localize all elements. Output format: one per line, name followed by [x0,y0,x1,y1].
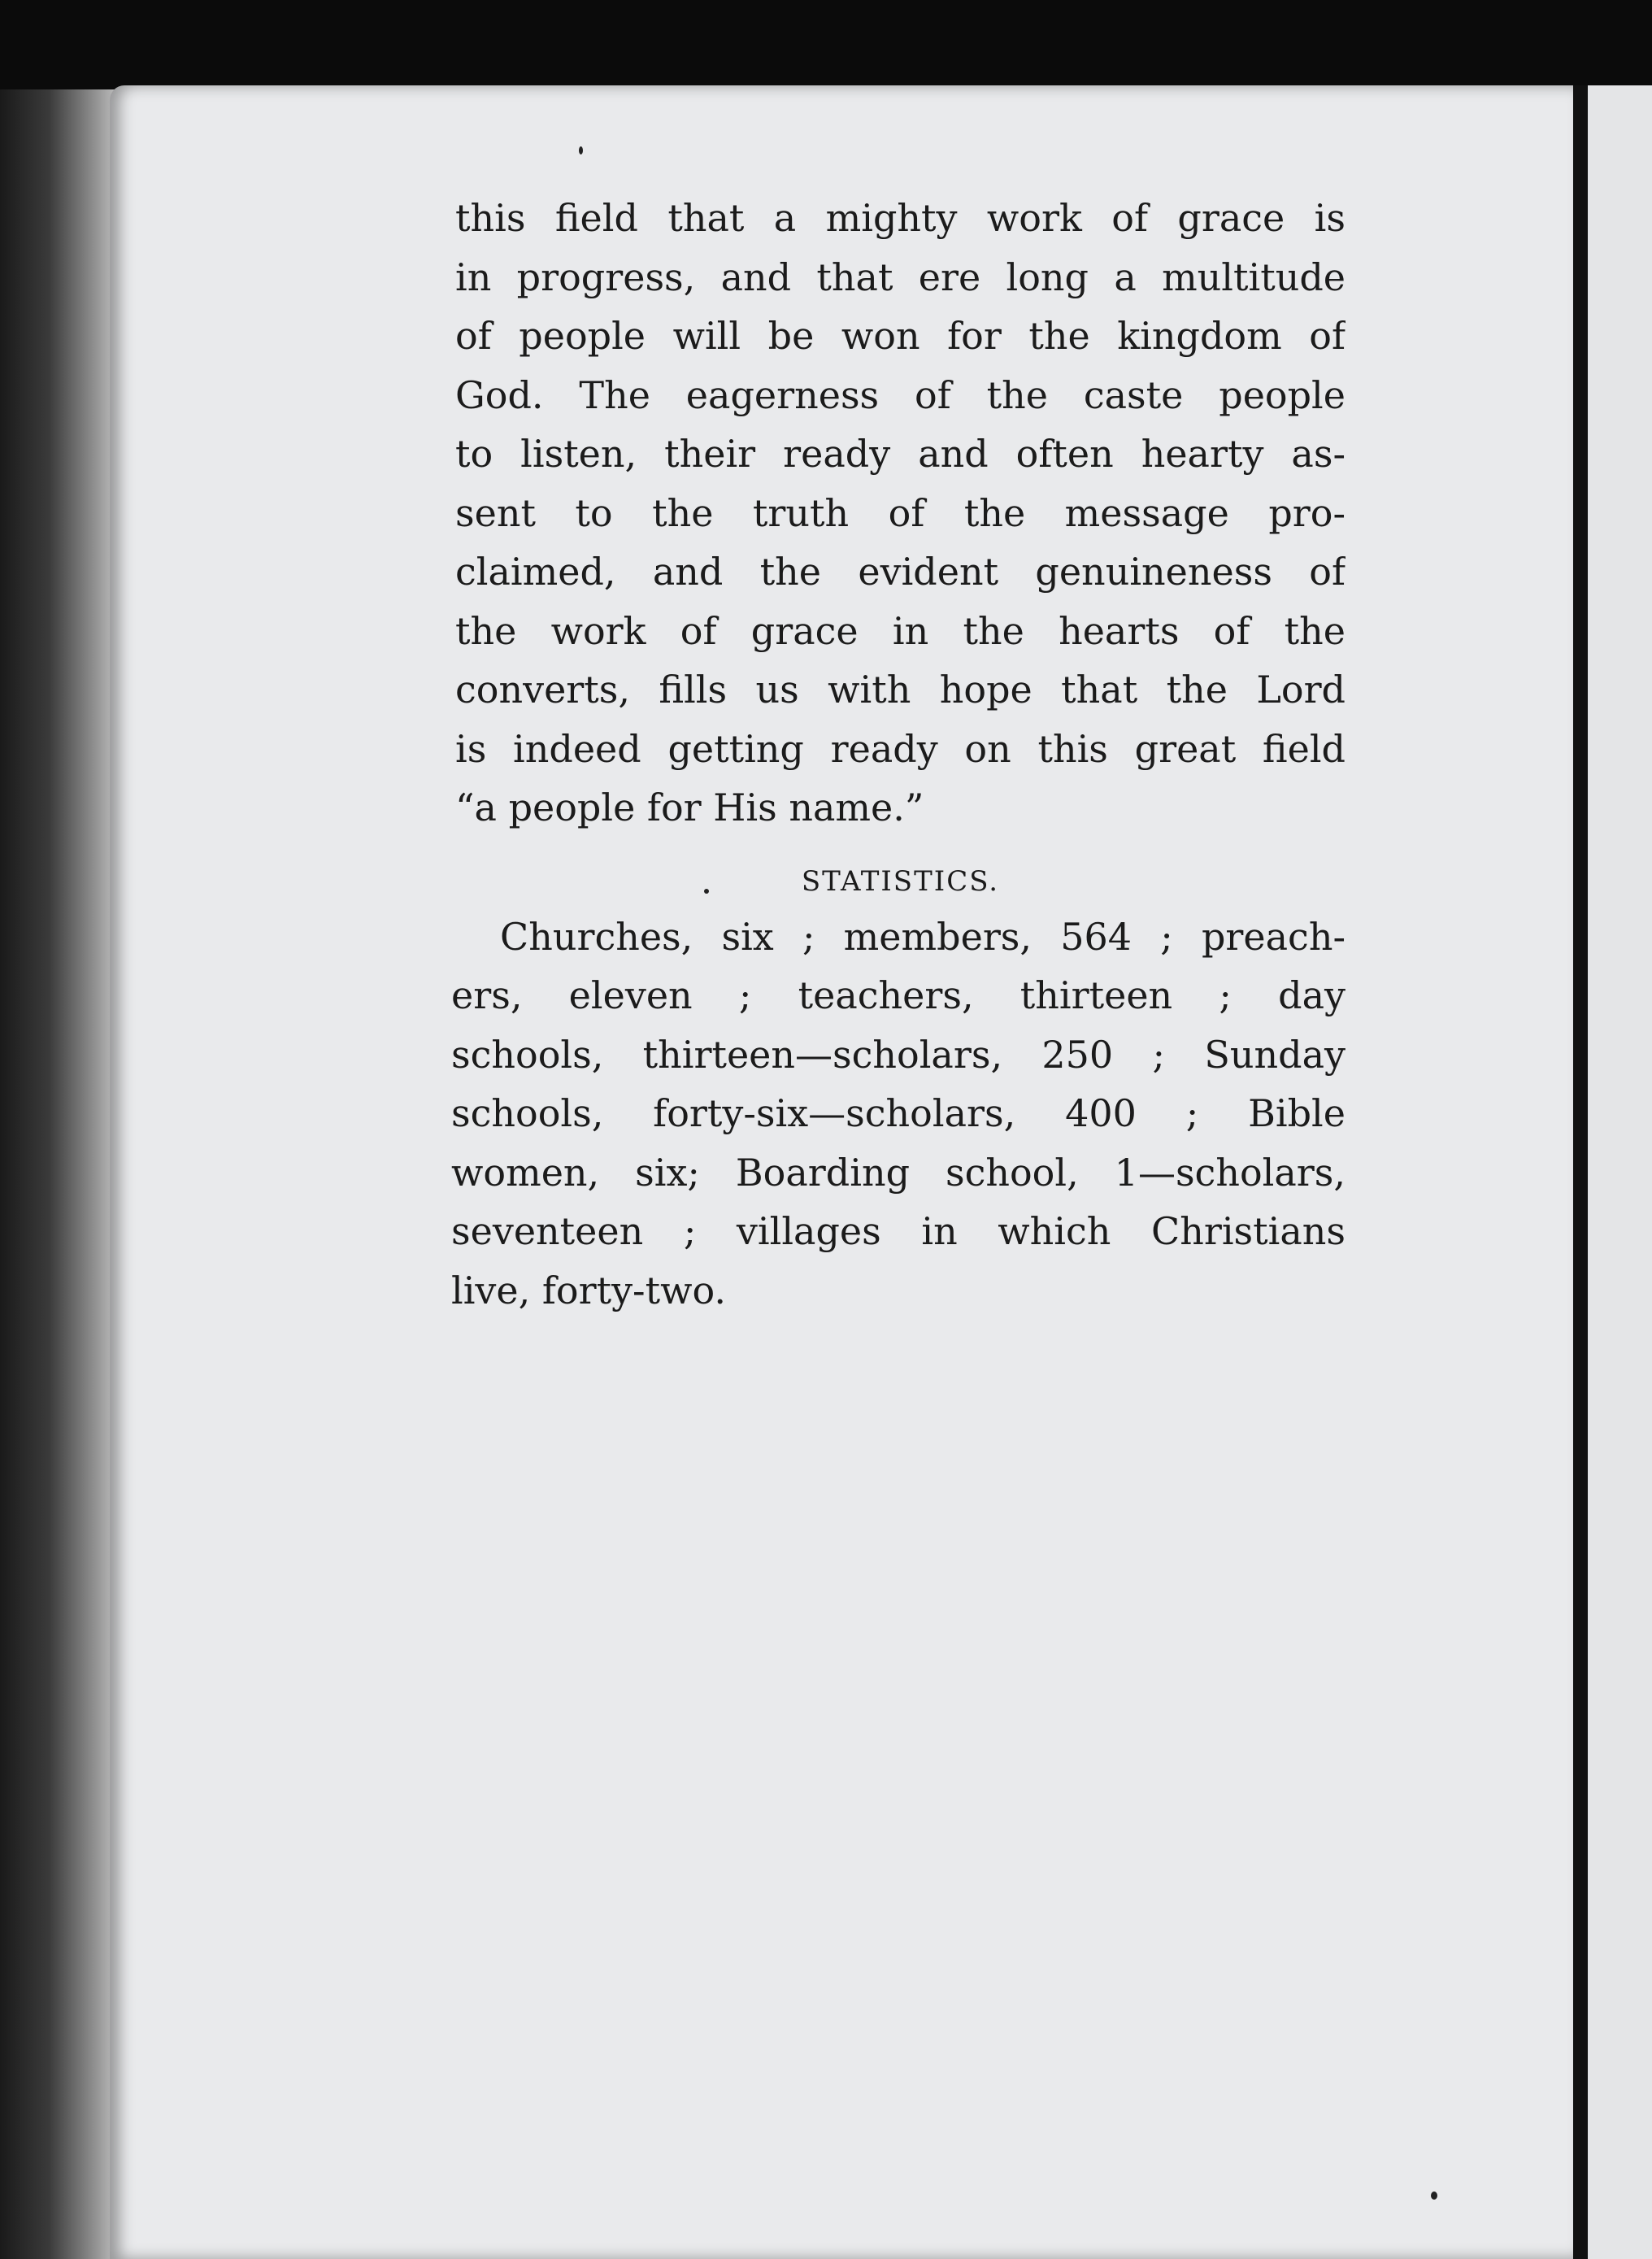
paragraph [455,189,1346,838]
text-line: the work of grace in the hearts of the [455,608,1346,653]
text-line: schools, forty-six—scholars, 400 ; Bible [451,1091,1346,1135]
print-speck [704,889,709,894]
text-line: women, six; Boarding school, 1—scholars, [451,1150,1346,1195]
text-line: live, forty-two. [451,1268,726,1312]
text-line: sent to the truth of the message pro- [455,490,1346,535]
text-line: this field that a mighty work of grace is [455,196,1346,240]
statistics-paragraph [451,908,1346,1321]
text-line: “a people for His name.” [455,786,924,829]
text-line: claimed, and the evident genuineness of [455,550,1346,594]
text-line: seventeen ; villages in which Christians [451,1209,1346,1253]
facing-page-edge [1588,85,1652,2259]
text-line: to listen, their ready and often hearty as- [455,432,1346,476]
text-line: of people will be won for the kingdom of [455,314,1346,358]
print-speck [579,146,583,155]
section-heading: STATISTICS. [801,864,1000,898]
page-gutter [1573,85,1588,2259]
body-text [451,189,1346,1320]
text-line: ers, eleven ; teachers, thirteen ; day [451,973,1346,1017]
text-line: schools, thirteen—scholars, 250 ; Sunday [451,1032,1346,1077]
text-line: Churches, six ; members, 564 ; preach- [500,914,1346,959]
text-line: is indeed getting ready on this great field [455,726,1346,771]
print-speck [1431,2192,1437,2200]
book-binding-edge [0,89,122,2259]
text-line: God. The eagerness of the caste people [455,372,1346,417]
text-line: in progress, and that ere long a multitude [455,255,1346,299]
text-line: converts, fills us with hope that the Lord [455,668,1346,712]
